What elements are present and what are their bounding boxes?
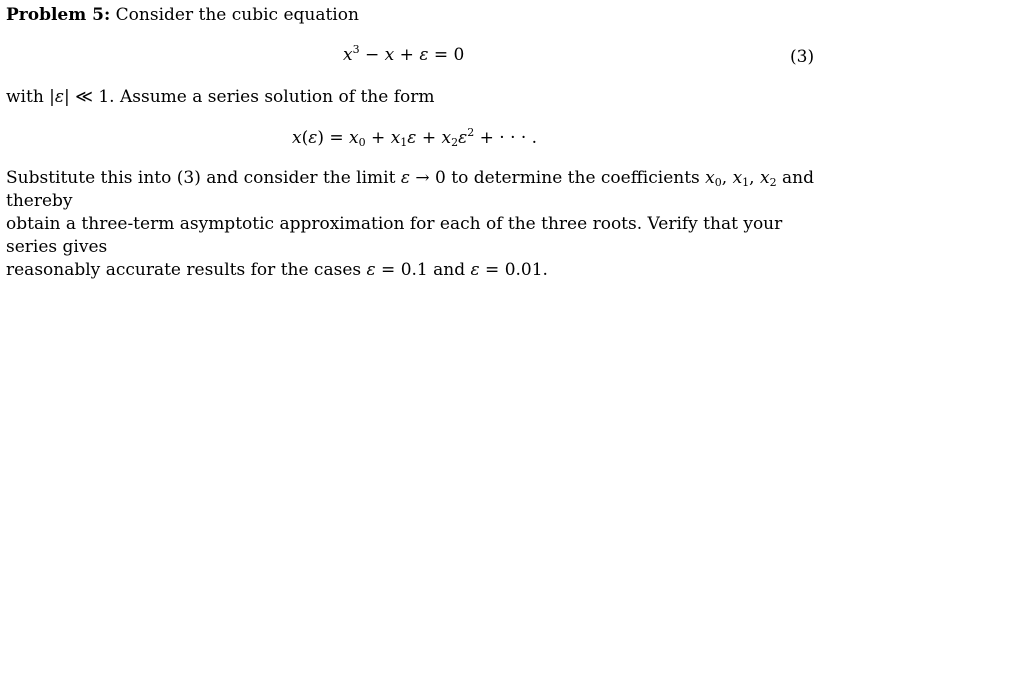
eq-minus: −: [365, 45, 380, 65]
p1-text-b: → 0 to determine the coefficients: [409, 168, 706, 188]
paragraph-line-1: [6, 167, 826, 213]
series-close-eq: ) =: [317, 128, 350, 148]
series-x0: x: [349, 128, 359, 148]
equation-number: (3): [790, 47, 815, 67]
eq-plus: +: [399, 45, 414, 65]
series-open-paren: (: [301, 128, 309, 148]
p1-sub2: 2: [769, 176, 777, 189]
eq-epsilon: ε: [419, 45, 429, 65]
p1-x0: x: [705, 168, 715, 188]
p3-epsilon1: ε: [366, 260, 376, 280]
p3-epsilon2: ε: [470, 260, 480, 280]
series-plus1: +: [365, 128, 391, 148]
eq-rest: = 0: [433, 45, 465, 65]
p1-x2: x: [759, 168, 770, 188]
p3-text-b: = 0.1 and: [375, 260, 471, 280]
problem-heading-line: [6, 5, 359, 25]
problem-intro: Consider the cubic equation: [115, 5, 359, 25]
series-eps2: ε: [458, 128, 468, 148]
with-epsilon: ε: [54, 87, 65, 107]
series-equation: [292, 128, 537, 148]
series-lhs-x: x: [292, 128, 302, 148]
series-sub2: 2: [451, 136, 459, 149]
p1-text-a: Substitute this into (3) and consider the limit: [6, 168, 401, 188]
paragraph-line-3: [6, 259, 826, 282]
p1-sub0: 0: [714, 176, 722, 189]
p1-comma1: ,: [721, 168, 733, 188]
p3-text-a: reasonably accurate results for the cases: [6, 260, 367, 280]
p1-text-c: and thereby: [6, 168, 814, 211]
series-tail: + · · · .: [474, 128, 538, 148]
series-eps1: ε: [407, 128, 417, 148]
series-plus2: +: [416, 128, 442, 148]
p1-sub1: 1: [742, 176, 750, 189]
p1-x1: x: [732, 168, 743, 188]
series-x2: x: [441, 128, 452, 148]
paragraph-line-2: obtain a three-term asymptotic approximation for each of the three roots. Verify that your series gives: [6, 214, 783, 257]
series-sub0: 0: [358, 136, 366, 149]
series-square: 2: [467, 126, 475, 139]
with-text: with |: [6, 87, 55, 107]
assumption-line: [6, 87, 434, 107]
instructions-paragraph: [6, 167, 826, 282]
p1-epsilon: ε: [400, 168, 410, 188]
series-sub1: 1: [400, 136, 408, 149]
series-x1: x: [390, 128, 401, 148]
with-rest: | ≪ 1. Assume a series solution of the form: [64, 87, 435, 107]
p3-text-c: = 0.01.: [479, 260, 548, 280]
eq-exponent: 3: [352, 43, 360, 56]
eq-var-x2: x: [384, 45, 395, 65]
cubic-equation: [343, 45, 464, 65]
series-lhs-eps: ε: [308, 128, 318, 148]
problem-label: Problem 5:: [6, 5, 111, 25]
p1-comma2: ,: [749, 168, 760, 188]
eq-var-x: x: [343, 45, 353, 65]
